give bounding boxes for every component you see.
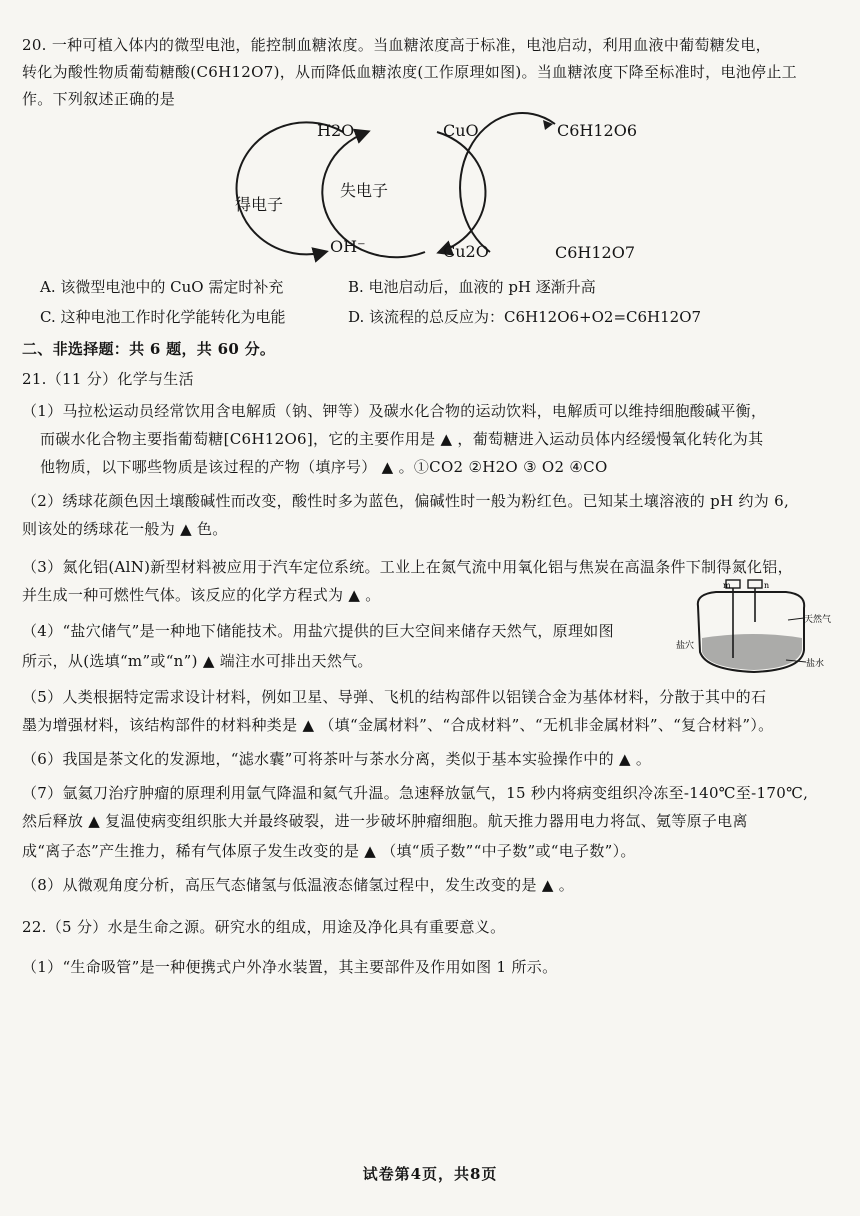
battery-principle-diagram	[225, 112, 655, 272]
m-end-label: m	[723, 581, 731, 590]
q20-stem-line1: 20. 一种可植入体内的微型电池，能控制血糖浓度。当血糖浓度高于标准，电池启动，利用血液中葡萄糖发电，	[22, 36, 771, 54]
q21-part7-line1: （7）氩氦刀治疗肿瘤的原理利用氩气降温和氦气升温。急速释放氩气，15 秒内将病变组织冷冻至-140℃至-170℃,	[22, 784, 809, 802]
q21-part4-line1: （4）“盐穴储气”是一种地下储能技术。用盐穴提供的巨大空间来储存天然气，原理如图	[22, 622, 614, 640]
q20-stem-line2: 转化为酸性物质葡萄糖酸(C6H12O7)，从而降低血糖浓度(工作原理如图)。当血糖浓度下降至标准时，电池停止工	[22, 63, 797, 81]
h2o-label: H2O	[317, 121, 355, 140]
hydroxide-label: OH⁻	[330, 237, 366, 256]
q20-stem-line3: 作。下列叙述正确的是	[22, 90, 176, 108]
q20-option-b: B. 电池启动后，血液的 pH 逐渐升高	[348, 278, 596, 296]
q21-part7-line2: 然后释放 ▲ 复温使病变组织胀大并最终破裂，进一步破坏肿瘤细胞。航天推力器用电力将氙、氪等原子电离	[22, 812, 748, 830]
q20-option-c: C. 这种电池工作时化学能转化为电能	[40, 308, 286, 326]
glucose-label: C6H12O6	[557, 121, 638, 140]
q21-part1-line2: 而碳水化合物主要指葡萄糖[C6H12O6]，它的主要作用是 ▲ ，葡萄糖进入运动员体内经缓慢氧化转化为其	[40, 430, 764, 448]
q21-part1-line1: （1）马拉松运动员经常饮用含电解质（钠、钾等）及碳水化合物的运动饮料，电解质可以维持细胞酸碱平衡，	[22, 402, 767, 420]
q22-title: 22.（5 分）水是生命之源。研究水的组成，用途及净化具有重要意义。	[22, 918, 506, 936]
middle-cycle-arc-2	[437, 132, 485, 252]
q21-part3-line2: 并生成一种可燃性气体。该反应的化学方程式为 ▲ 。	[22, 586, 381, 604]
q21-part2-line2: 则该处的绣球花一般为 ▲ 色。	[22, 520, 228, 538]
q21-part7-line3: 成“离子态”产生推力，稀有气体原子发生改变的是 ▲ （填“质子数”“中子数”或“电子数”）。	[22, 842, 636, 860]
gain-electron-label: 得电子	[235, 195, 284, 214]
salt-cave-storage-figure	[676, 578, 836, 678]
natural-gas-label: 天然气	[804, 615, 832, 625]
left-cycle-arc	[237, 122, 343, 254]
q21-part1-line3: 他物质，以下哪些物质是该过程的产物（填序号） ▲ 。①CO2 ②H2O ③ O2 ④CO	[40, 458, 608, 476]
q21-part5-line1: （5）人类根据特定需求设计材料，例如卫星、导弹、飞机的结构部件以铝镁合金为基体材料，分散于其中的石	[22, 688, 767, 706]
q22-part1: （1）“生命吸管”是一种便携式户外净水装置，其主要部件及作用如图 1 所示。	[22, 958, 558, 976]
q21-part4-line2: 所示，从(选填“m”或“n”) ▲ 端注水可排出天然气。	[22, 652, 373, 670]
q21-title: 21.（11 分）化学与生活	[22, 370, 194, 388]
cuo-label: CuO	[443, 121, 479, 140]
q20-option-a: A. 该微型电池中的 CuO 需定时补充	[40, 278, 284, 296]
page-footer: 试卷第4页，共8页	[362, 1165, 498, 1183]
section-heading: 二、非选择题：共 6 题，共 60 分。	[22, 340, 276, 358]
q21-part2-line1: （2）绣球花颜色因土壤酸碱性而改变，酸性时多为蓝色，偏碱性时一般为粉红色。已知某土壤溶液的 pH 约为 6,	[22, 492, 790, 510]
q21-part3-line1: （3）氮化铝(AlN)新型材料被应用于汽车定位系统。工业上在氮气流中用氧化铝与焦炭在高温条件下制得氮化铝，	[22, 558, 793, 576]
q20-option-d: D. 该流程的总反应为：C6H12O6+O2=C6H12O7	[348, 308, 702, 326]
q21-part5-line2: 墨为增强材料，该结构部件的材料种类是 ▲ （填“金属材料”、“合成材料”、“无机非金属材料”、“复合材料”）。	[22, 716, 774, 734]
gluconic-acid-label: C6H12O7	[555, 243, 636, 262]
salt-cave-label: 盐穴	[676, 641, 695, 651]
q21-part8: （8）从微观角度分析，高压气态储氢与低温液态储氢过程中，发生改变的是 ▲ 。	[22, 876, 575, 894]
lose-electron-label: 失电子	[340, 181, 389, 200]
q21-part6: （6）我国是茶文化的发源地，“滤水囊”可将茶叶与茶水分离，类似于基本实验操作中的 ▲ 。	[22, 750, 652, 768]
n-end-label: n	[764, 581, 770, 590]
cu2o-label: Cu2O	[443, 242, 489, 261]
brine-label: 盐水	[806, 659, 825, 669]
